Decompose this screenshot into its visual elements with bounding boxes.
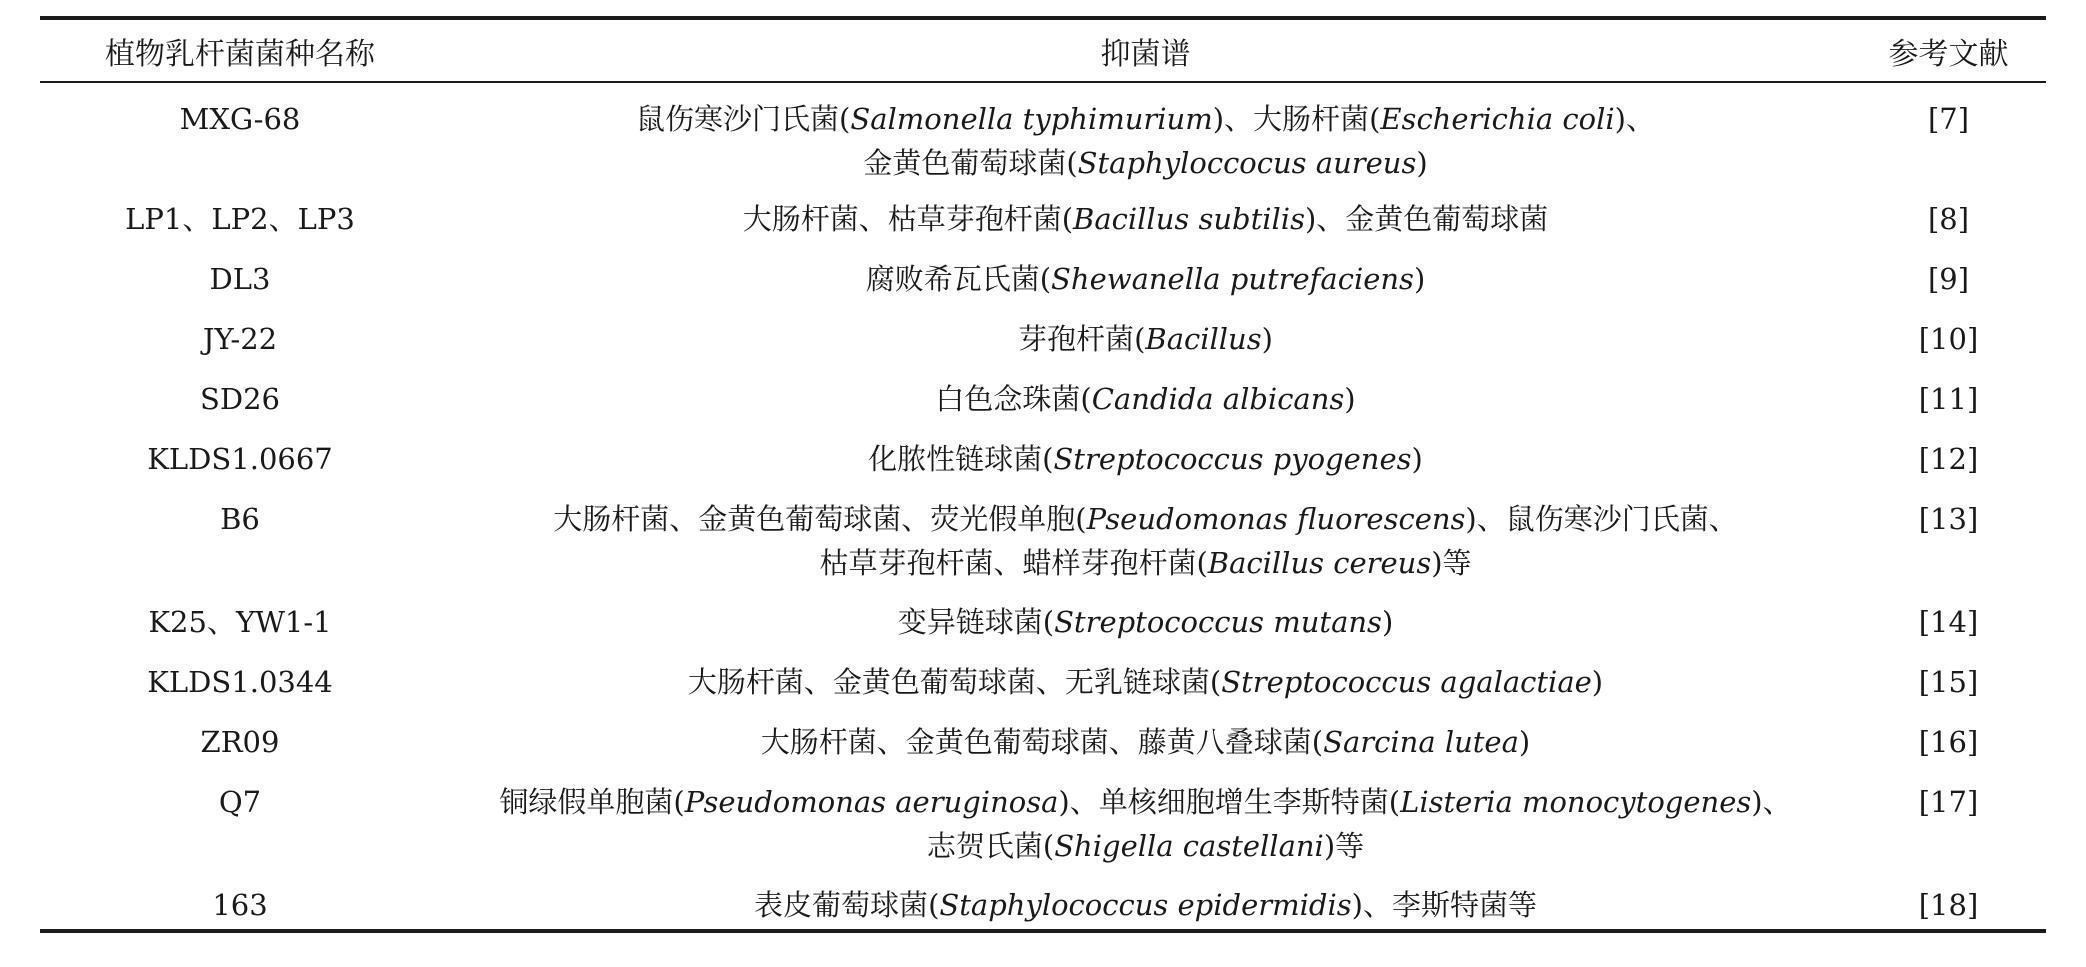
strain-name-cell: KLDS1.0667: [147, 442, 333, 476]
table-row: [40, 708, 2046, 768]
reference-cell: [15]: [1918, 665, 1979, 699]
table-row: [40, 485, 2046, 588]
reference-cell: [12]: [1918, 442, 1979, 476]
table-header: [40, 18, 2046, 82]
header-spectrum: 抑菌谱: [1100, 36, 1191, 72]
table-row: [40, 245, 2046, 305]
reference-cell: [18]: [1918, 888, 1979, 922]
strain-name-cell: KLDS1.0344: [147, 665, 333, 699]
reference-cell: [11]: [1918, 382, 1979, 416]
spectrum-cell: [440, 425, 1851, 485]
reference-cell: [9]: [1927, 262, 1970, 296]
spectrum-cell: [440, 365, 1851, 425]
header-strain-name: 植物乳杆菌菌种名称: [105, 36, 375, 72]
reference-cell: [17]: [1918, 785, 1979, 819]
reference-cell: [10]: [1918, 322, 1979, 356]
header-reference: 参考文献: [1888, 36, 2009, 72]
spectrum-line: 变异链球菌(Streptococcus mutans): [897, 605, 1394, 639]
table-body: [40, 82, 2046, 931]
table-row: [40, 871, 2046, 931]
strain-name-cell: JY-22: [202, 322, 278, 356]
strain-name-cell: K25、YW1-1: [148, 605, 332, 639]
strain-name-cell: LP1、LP2、LP3: [125, 202, 355, 236]
spectrum-line: 表皮葡萄球菌(Staphylococcus epidermidis)、李斯特菌等: [754, 888, 1537, 922]
header-row: [40, 18, 2046, 82]
table-row: [40, 365, 2046, 425]
spectrum-cell: [440, 305, 1851, 365]
spectrum-cell: [440, 82, 1851, 185]
strain-name-cell: Q7: [218, 785, 262, 819]
spectrum-cell: [440, 768, 1851, 871]
spectrum-line: 芽孢杆菌(Bacillus): [1018, 322, 1273, 356]
spectrum-line: 鼠伤寒沙门氏菌(Salmonella typhimurium)、大肠杆菌(Escherichia coli)、: [636, 102, 1655, 136]
strain-name-cell: DL3: [209, 262, 271, 296]
reference-cell: [14]: [1918, 605, 1979, 639]
spectrum-cell: [440, 185, 1851, 245]
spectrum-line: 大肠杆菌、金黄色葡萄球菌、无乳链球菌(Streptococcus agalactiae): [687, 665, 1604, 699]
spectrum-line: 化脓性链球菌(Streptococcus pyogenes): [868, 442, 1423, 476]
table-row: [40, 768, 2046, 871]
spectrum-line: 铜绿假单胞菌(Pseudomonas aeruginosa)、单核细胞增生李斯特菌(Listeria monocytogenes)、: [499, 785, 1792, 819]
spectrum-cell: [440, 648, 1851, 708]
spectrum-cell: [440, 871, 1851, 931]
reference-cell: [8]: [1927, 202, 1970, 236]
strain-name-cell: MXG-68: [179, 102, 301, 136]
spectrum-line: 志贺氏菌(Shigella castellani)等: [926, 829, 1365, 863]
spectrum-line: 大肠杆菌、金黄色葡萄球菌、荧光假单胞(Pseudomonas fluorescens)、鼠伤寒沙门氏菌、: [553, 502, 1738, 536]
spectrum-line: 枯草芽孢杆菌、蜡样芽孢杆菌(Bacillus cereus)等: [819, 546, 1472, 580]
data-table-container: [40, 16, 2046, 933]
spectrum-line: 金黄色葡萄球菌(Staphyloccocus aureus): [863, 146, 1428, 180]
table-row: [40, 305, 2046, 365]
reference-cell: [16]: [1918, 725, 1979, 759]
spectrum-cell: [440, 708, 1851, 768]
strain-name-cell: SD26: [199, 382, 281, 416]
spectrum-line: 腐败希瓦氏菌(Shewanella putrefaciens): [865, 262, 1426, 296]
table-row: [40, 82, 2046, 185]
table-row: [40, 648, 2046, 708]
table-row: [40, 425, 2046, 485]
strain-name-cell: 163: [212, 888, 268, 922]
reference-cell: [7]: [1927, 102, 1970, 136]
strain-name-cell: B6: [220, 502, 260, 536]
spectrum-cell: [440, 245, 1851, 305]
table-row: [40, 185, 2046, 245]
spectrum-line: 大肠杆菌、金黄色葡萄球菌、藤黄八叠球菌(Sarcina lutea): [760, 725, 1531, 759]
spectrum-line: 白色念珠菌(Candida albicans): [935, 382, 1356, 416]
table-row: [40, 588, 2046, 648]
antibacterial-spectrum-table: [40, 16, 2046, 933]
reference-cell: [13]: [1918, 502, 1979, 536]
strain-name-cell: ZR09: [200, 725, 280, 759]
spectrum-line: 大肠杆菌、枯草芽孢杆菌(Bacillus subtilis)、金黄色葡萄球菌: [742, 202, 1549, 236]
spectrum-cell: [440, 588, 1851, 648]
spectrum-cell: [440, 485, 1851, 588]
